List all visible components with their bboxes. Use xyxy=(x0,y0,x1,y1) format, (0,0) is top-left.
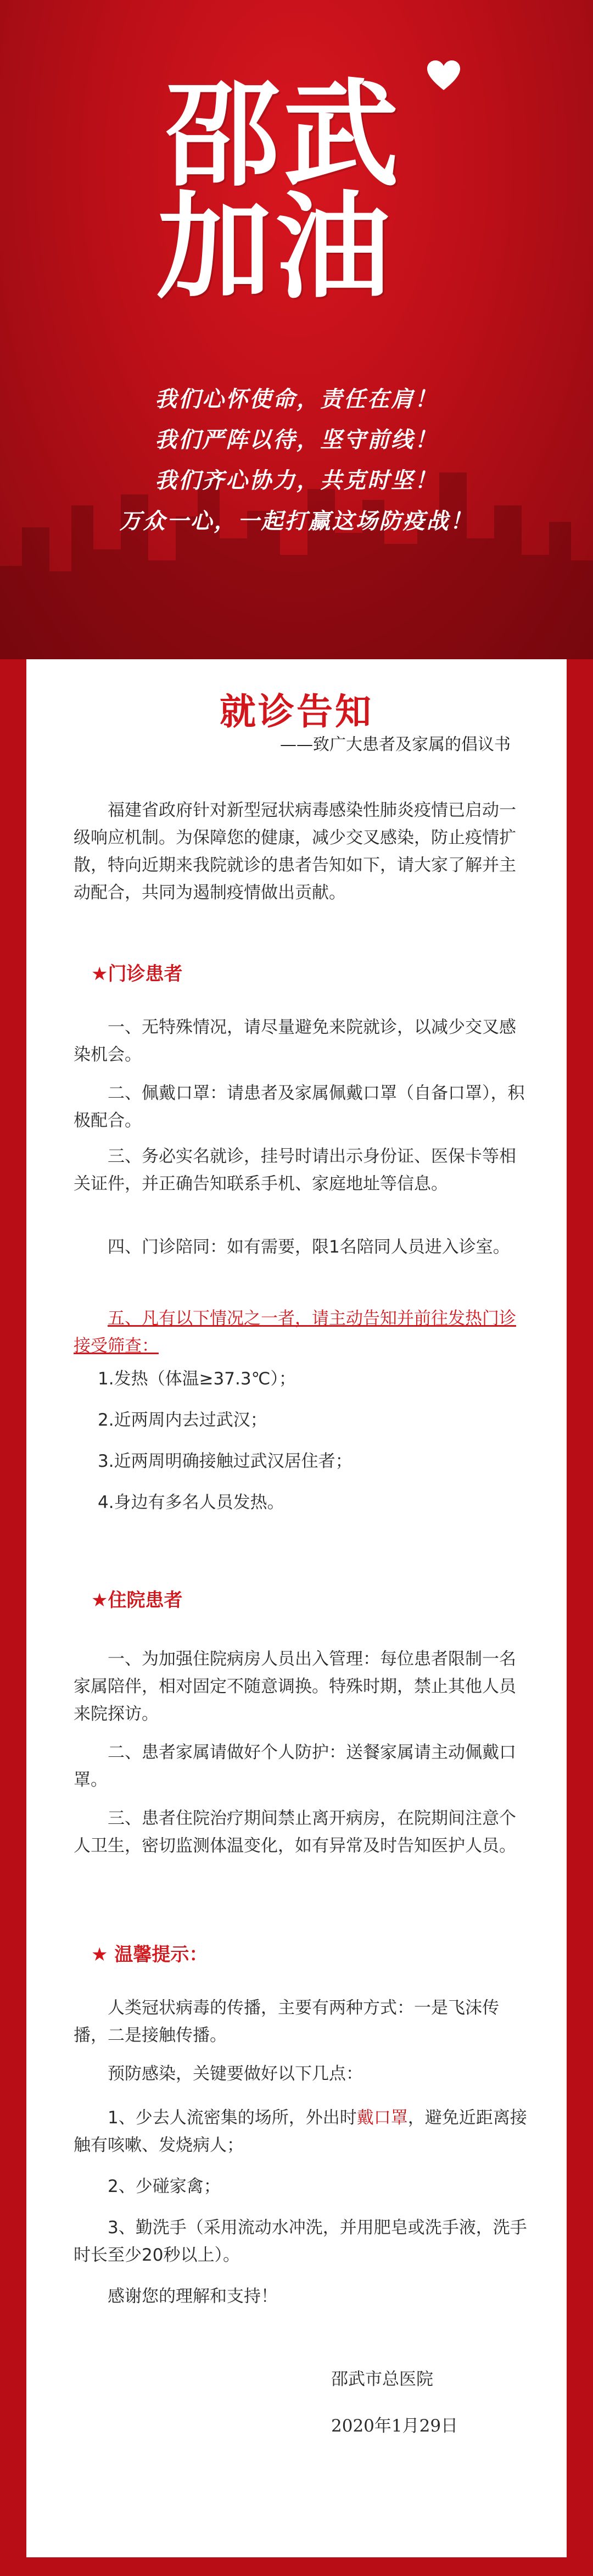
slogan-line: 我们严阵以待，坚守前线！ xyxy=(155,427,438,453)
tips-text: 1、少去人流密集的场所，外出时 xyxy=(108,2108,357,2128)
slogan-block xyxy=(0,379,593,542)
inpatient-item: 二、患者家属请做好个人防护：送餐家属请主动佩戴口罩。 xyxy=(74,1743,516,1790)
condition-item: 4.身边有多名人员发热。 xyxy=(98,1493,284,1512)
signature: 邵武市总医院 xyxy=(331,2369,433,2389)
condition-item: 3.近两周明确接触过武汉居住者； xyxy=(98,1451,353,1471)
tips-paragraph: 预防感染，关键要做好以下几点： xyxy=(108,2064,363,2084)
tips-paragraph: 人类冠状病毒的传播，主要有两种方式：一是飞沫传播，二是接触传播。 xyxy=(74,1998,499,2045)
condition-item: 1.发热（体温≥37.3℃）； xyxy=(98,1369,296,1389)
outpatient-item: 三、务必实名就诊，挂号时请出示身份证、医保卡等相关证件，并正确告知联系手机、家庭地址等信息。 xyxy=(74,1147,516,1194)
slogan-line: 我们齐心协力，共克时坚！ xyxy=(155,468,438,493)
condition-item: 2.近两周内去过武汉； xyxy=(98,1410,267,1430)
outpatient-item: 一、无特殊情况，请尽量避免来院就诊，以减少交叉感染机会。 xyxy=(74,1017,516,1065)
tips-heading: ★ 温馨提示： xyxy=(91,1944,208,1966)
calligraphy-line-2: 加油 xyxy=(156,179,394,315)
outpatient-item: 二、佩戴口罩：请患者及家属佩戴口罩（自备口罩），积极配合。 xyxy=(74,1083,525,1131)
tips-paragraph: 2、少碰家禽； xyxy=(108,2177,221,2196)
slogan-line: 万众一心，一起打赢这场防疫战！ xyxy=(119,508,474,534)
inpatient-item: 一、为加强住院病房人员出入管理：每位患者限制一名家属陪伴，相对固定不随意调换。特殊时期，禁止其他人员来院探访。 xyxy=(74,1649,516,1724)
outpatient-item: 四、门诊陪同：如有需要，限1名陪同人员进入诊室。 xyxy=(108,1237,510,1257)
date: 2020年1月29日 xyxy=(331,2416,458,2436)
fever-clinic-notice: 五、凡有以下情况之一者，请主动告知并前往发热门诊接受筛查： xyxy=(74,1309,516,1356)
outpatient-heading: ★门诊患者 xyxy=(91,963,183,985)
mask-highlight: 戴口罩 xyxy=(356,2108,408,2128)
calligraphy-line-1: 邵武 xyxy=(165,66,402,202)
tips-paragraph: 感谢您的理解和支持！ xyxy=(108,2286,278,2306)
notice-title: 就诊告知 xyxy=(220,691,373,733)
inpatient-item: 三、患者住院治疗期间禁止离开病房，在院期间注意个人卫生，密切监测体温变化，如有异常及时告知医护人员。 xyxy=(74,1809,516,1856)
heart-icon xyxy=(427,60,460,91)
slogan-line: 我们心怀使命，责任在肩！ xyxy=(155,386,438,412)
notice-subtitle: ——致广大患者及家属的倡议书 xyxy=(280,735,511,754)
inpatient-heading: ★住院患者 xyxy=(91,1589,183,1611)
tips-paragraph xyxy=(74,2104,527,2159)
intro-paragraph: 福建省政府针对新型冠状病毒感染性肺炎疫情已启动一级响应机制。为保障您的健康，减少交叉感染，防止疫情扩散，特向近期来我院就诊的患者告知如下，请大家了解并主动配合，共同为遏制疫情做出贡献。 xyxy=(74,800,516,903)
notice-card xyxy=(26,659,567,2557)
tips-text: ，避免近距离接触有咳嗽、发烧病人； xyxy=(74,2108,527,2155)
hero-banner xyxy=(0,0,593,659)
tips-paragraph: 3、勤洗手（采用流动水冲洗，并用肥皂或洗手液，洗手时长至少20秒以上）。 xyxy=(74,2218,527,2265)
